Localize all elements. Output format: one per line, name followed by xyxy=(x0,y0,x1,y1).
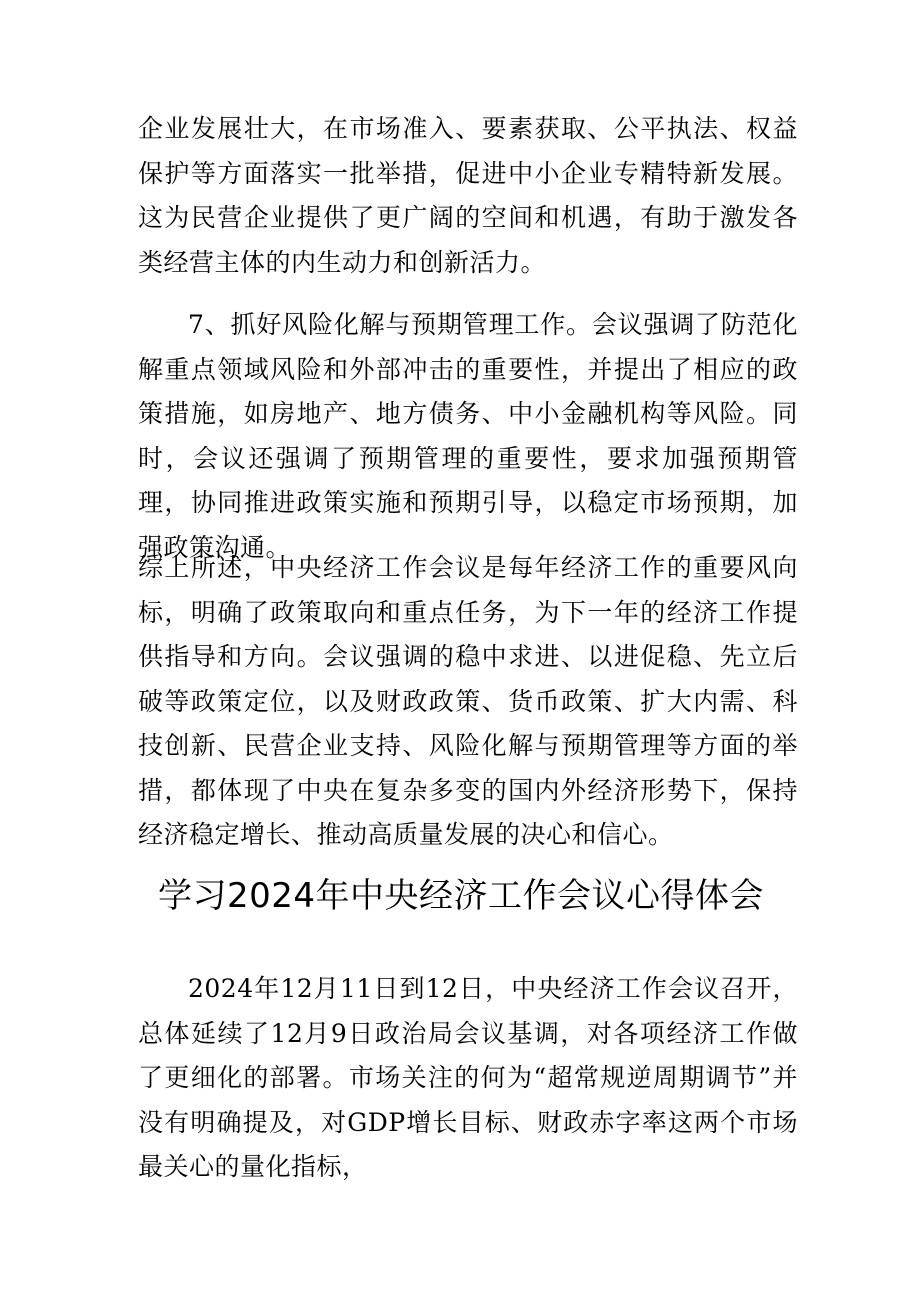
body-paragraph-1: 企业发展壮大，在市场准入、要素获取、公平执法、权益保护等方面落实一批举措，促进中小企业专精特新发展。这为民营企业提供了更广阔的空间和机遇，有助于激发各类经营主体的内生动力和创新活力。 xyxy=(138,114,798,277)
opening-paragraph: 2024年12月11日到12日，中央经济工作会议召开，总体延续了12月9日政治局会议基调，对各项经济工作做了更细化的部署。市场关注的何为“超常规逆周期调节”并没有明确提及，对GDP增长目标、财政赤字率这两个市场最关心的量化指标， xyxy=(138,974,798,1181)
section-heading: 学习2024年中央经济工作会议心得体会 xyxy=(158,876,765,916)
body-paragraph-2: 7、抓好风险化解与预期管理工作。会议强调了防范化解重点领域风险和外部冲击的重要性，并提出了相应的政策措施，如房地产、地方债务、中小金融机构等风险。同时，会议还强调了预期管理的重要性，要求加强预期管理，协同推进政策实施和预期引导，以稳定市场预期，加强政策沟通。 xyxy=(138,310,798,562)
summary-paragraph: 综上所述，中央经济工作会议是每年经济工作的重要风向标，明确了政策取向和重点任务，为下一年的经济工作提供指导和方向。会议强调的稳中求进、以进促稳、先立后破等政策定位，以及财政政策、货币政策、扩大内需、科技创新、民营企业支持、风险化解与预期管理等方面的举措，都体现了中央在复杂多变的国内外经济形势下，保持经济稳定增长、推动高质量发展的决心和信心。 xyxy=(138,553,798,849)
